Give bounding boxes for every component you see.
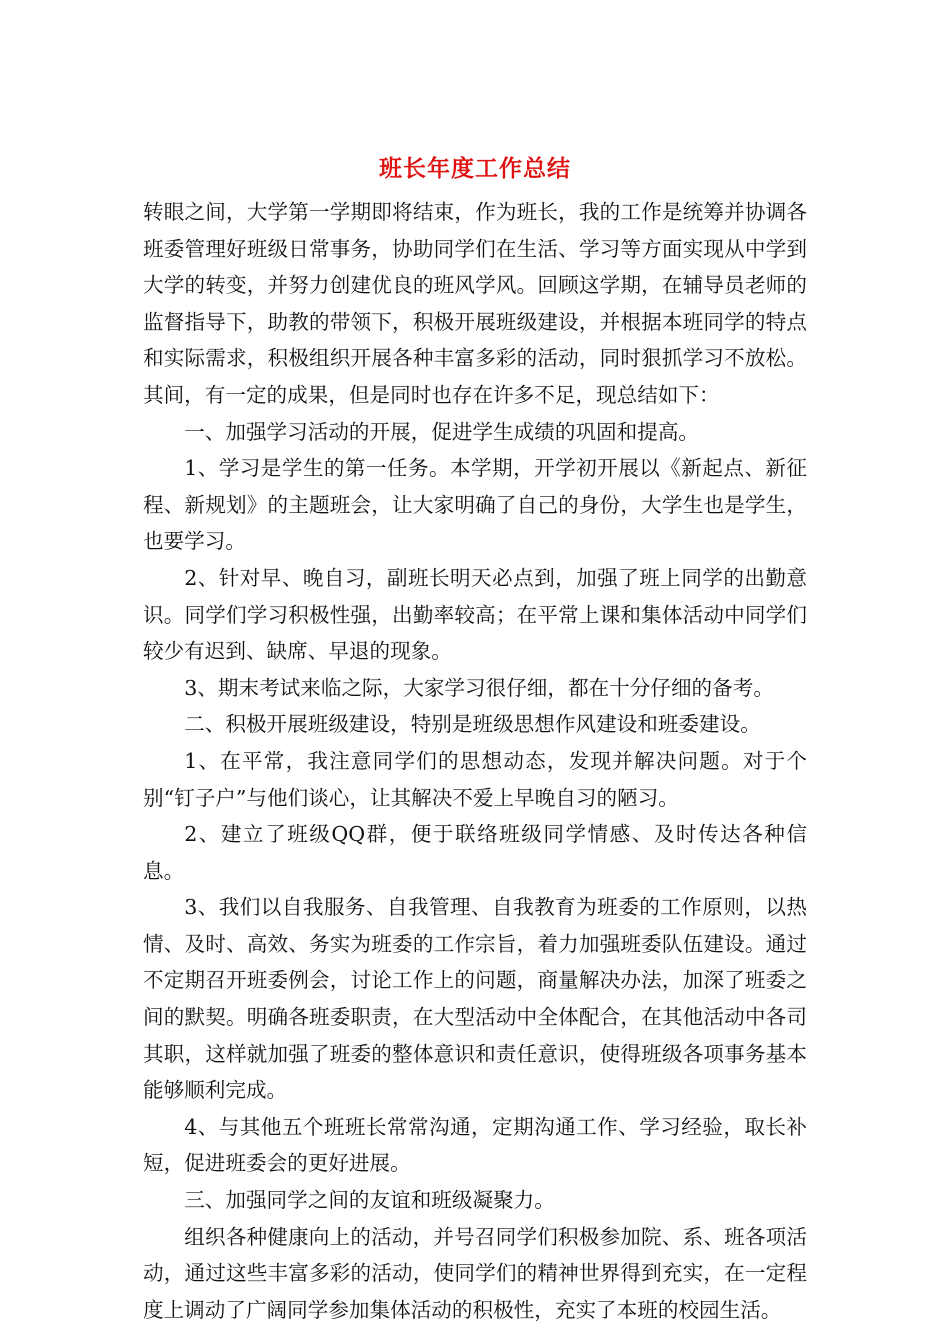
section-heading-3: 三、加强同学之间的友谊和班级凝聚力。 [184,1188,555,1213]
document-title: 班长年度工作总结 [379,156,571,182]
paragraph-1-3: 3、期末考试来临之际，大家学习很仔细，都在十分仔细的备考。 [184,675,774,700]
paragraph-2-1: 1、在平常，我注意同学们的思想动态，发现并解决问题。对于个别“钉子户”与他们谈心，让其解决不爱上早晚自习的陋习。 [143,748,807,810]
section-heading-2: 二、积极开展班级建设，特别是班级思想作风建设和班委建设。 [184,712,761,737]
paragraph-2-3: 3、我们以自我服务、自我管理、自我教育为班委的工作原则，以热情、及时、高效、务实为班委的工作宗旨，着力加强班委队伍建设。通过不定期召开班委例会，讨论工作上的问题，商量解决办法，加深了班委之间的默契。明确各班委职责，在大型活动中全体配合，在其他活动中各司其职，这样就加强了班委的整体意识和责任意识，使得班级各项事务基本能够顺利完成。 [143,895,807,1103]
paragraph-2-2: 2、建立了班级QQ群，便于联络班级同学情感、及时传达各种信息。 [143,822,807,883]
paragraph-3-1: 组织各种健康向上的活动，并号召同学们积极参加院、系、班各项活动，通过这些丰富多彩的活动，使同学们的精神世界得到充实，在一定程度上调动了广阔同学参加集体活动的积极性，充实了本班的校园生活。 [143,1224,807,1322]
paragraph-2-4: 4、与其他五个班班长常常沟通，定期沟通工作、学习经验，取长补短，促进班委会的更好进展。 [143,1114,807,1176]
paragraph-1-2: 2、针对早、晚自习，副班长明天必点到，加强了班上同学的出勤意识。同学们学习积极性强，出勤率较高；在平常上课和集体活动中同学们较少有迟到、缺席、早退的现象。 [143,565,807,664]
paragraph-1-1: 1、学习是学生的第一任务。本学期，开学初开展以《新起点、新征程、新规划》的主题班会，让大家明确了自己的身份，大学生也是学生，也要学习。 [143,456,807,554]
document-body [143,194,807,1328]
intro-paragraph: 转眼之间，大学第一学期即将结束，作为班长，我的工作是统筹并协调各班委管理好班级日常事务，协助同学们在生活、学习等方面实现从中学到大学的转变，并努力创建优良的班风学风。回顾这学期，在辅导员老师的监督指导下，助教的带领下，积极开展班级建设，并根据本班同学的特点和实际需求，积极组织开展各种丰富多彩的活动，同时狠抓学习不放松。其间，有一定的成果，但是同时也存在许多不足，现总结如下： [143,200,807,407]
section-heading-1: 一、加强学习活动的开展，促进学生成绩的巩固和提高。 [184,419,700,444]
